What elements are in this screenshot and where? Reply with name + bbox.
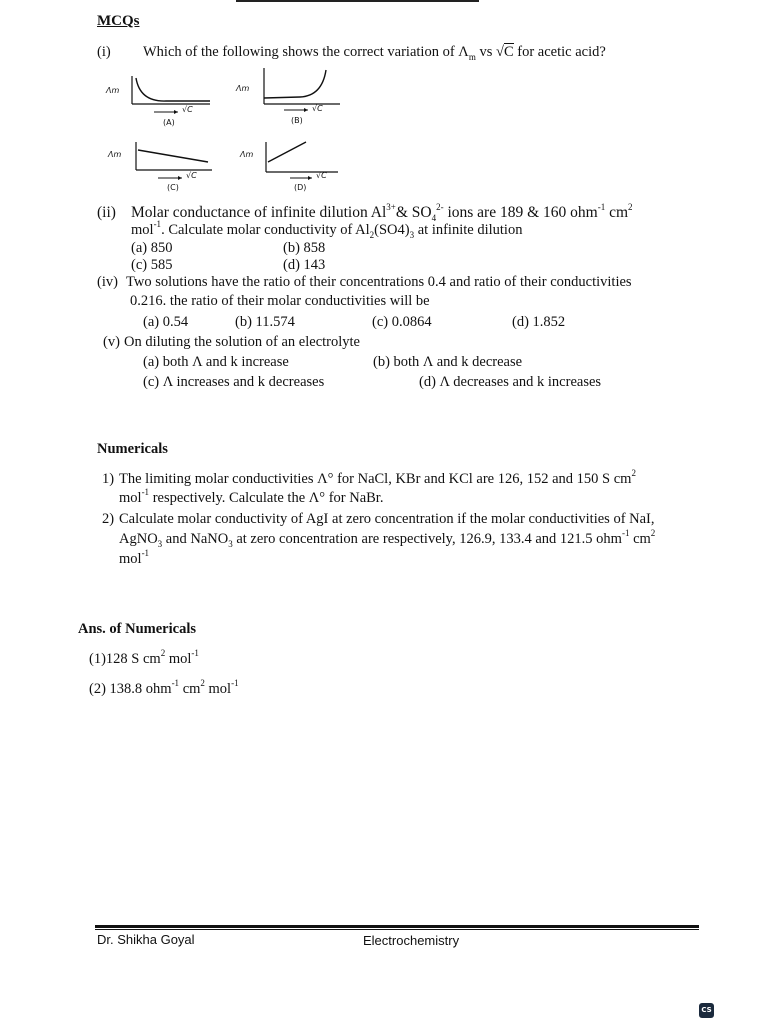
q1-text-post: for acetic acid?	[517, 44, 606, 60]
answer-2: (2) 138.8 ohm$^{-1}$ $cm^2$ mol$^{-1}$	[89, 678, 239, 697]
camscanner-logo-icon: CS	[699, 1003, 714, 1018]
q5-option-d: (d) Λ decreases and k increases	[419, 374, 602, 390]
q4-line1: Two solutions have the ratio of their concentrations 0.4 and ratio of their conductivities	[126, 274, 632, 290]
q1-lambda: $\Lambda_m$	[458, 44, 476, 62]
graph-a-plot	[106, 74, 216, 134]
graph-a-caption: (A)	[163, 118, 175, 127]
footer-author: Dr. Shikha Goyal	[97, 932, 195, 947]
graph-c-caption: (C)	[167, 183, 179, 192]
q4-number: (iv)	[97, 274, 118, 290]
q2-option-c: (c) 585	[131, 257, 173, 273]
q5-option-a: (a) both Λ and k increase	[143, 354, 289, 370]
n1-line1: The limiting molar conductivities Λ° for NaCl, KBr and KCl are 126, 152 and 150 S $cm^2$	[119, 468, 636, 487]
q2-number: (ii)	[97, 204, 116, 221]
mcq-heading: MCQs	[97, 13, 140, 29]
q5-number: (v)	[103, 334, 120, 350]
n2-line3: mol$^{-1}$	[119, 548, 150, 567]
graph-c-xlabel: √C	[186, 171, 197, 180]
q5-text: On diluting the solution of an electrolyte	[124, 334, 360, 350]
q5-option-c: (c) Λ increases and k decreases	[143, 374, 325, 390]
q1-sqrt-c: √C	[495, 44, 514, 60]
footer-rule-thin	[95, 929, 699, 930]
answers-heading: Ans. of Numericals	[78, 621, 197, 637]
q4-option-d: (d) 1.852	[512, 314, 566, 330]
graph-d-xlabel: √C	[316, 171, 327, 180]
q1-text	[143, 44, 606, 61]
top-rule	[236, 0, 479, 2]
q2-option-b: (b) 858	[283, 240, 326, 256]
q5-option-b: (b) both Λ and k decrease	[373, 354, 523, 370]
graph-d-ylabel: Λm	[240, 150, 254, 159]
graph-b-xlabel: √C	[312, 104, 323, 113]
q1-vs: vs	[479, 44, 493, 60]
q4-line2: 0.216. the ratio of their molar conductivities will be	[130, 293, 430, 309]
q2-option-a: (a) 850	[131, 240, 173, 256]
graph-b-ylabel: Λm	[236, 84, 250, 93]
graph-b-caption: (B)	[291, 116, 303, 125]
graph-c-ylabel: Λm	[108, 150, 122, 159]
graph-c-plot	[108, 140, 218, 200]
graph-d-caption: (D)	[294, 183, 307, 192]
n2-line1: Calculate molar conductivity of AgI at zero concentration if the molar conductivities of NaI,	[119, 511, 655, 527]
q2-line2: mol$^{-1}$. Calculate molar conductivity of $Al_2(SO4)_3$ at infinite dilution	[131, 219, 523, 240]
n2-line2: AgNO$_3$ and NaNO$_3$ at zero concentration are respectively, 126.9, 133.4 and 121.5 ohm$^{-1}$ $cm^2$	[119, 528, 656, 549]
footer-subject: Electrochemistry	[363, 933, 460, 948]
q2-line1: Molar conductance of infinite dilution $Al^{3+}\&$ $SO_4^{2-}$ ions are 189 & 160 ohm$^{-1}$ $cm^2$	[131, 201, 633, 224]
q2-option-d: (d) 143	[283, 257, 326, 273]
graph-a-xlabel: √C	[182, 105, 193, 114]
graph-a-ylabel: Λm	[106, 86, 120, 95]
q4-option-a: (a) 0.54	[143, 314, 189, 330]
q1-text-pre: Which of the following shows the correct variation of	[143, 44, 455, 60]
q4-option-c: (c) 0.0864	[372, 314, 432, 330]
answer-1: (1)128 S $cm^2$ mol$^{-1}$	[89, 648, 199, 667]
footer-rule	[95, 925, 699, 928]
q1-number: (i)	[97, 44, 111, 60]
n1-line2: mol$^{-1}$ respectively. Calculate the Λ° for NaBr.	[119, 487, 384, 506]
n1-number: 1)	[102, 471, 115, 487]
numericals-heading: Numericals	[97, 441, 168, 457]
q4-option-b: (b) 11.574	[235, 314, 295, 330]
n2-number: 2)	[102, 511, 115, 527]
